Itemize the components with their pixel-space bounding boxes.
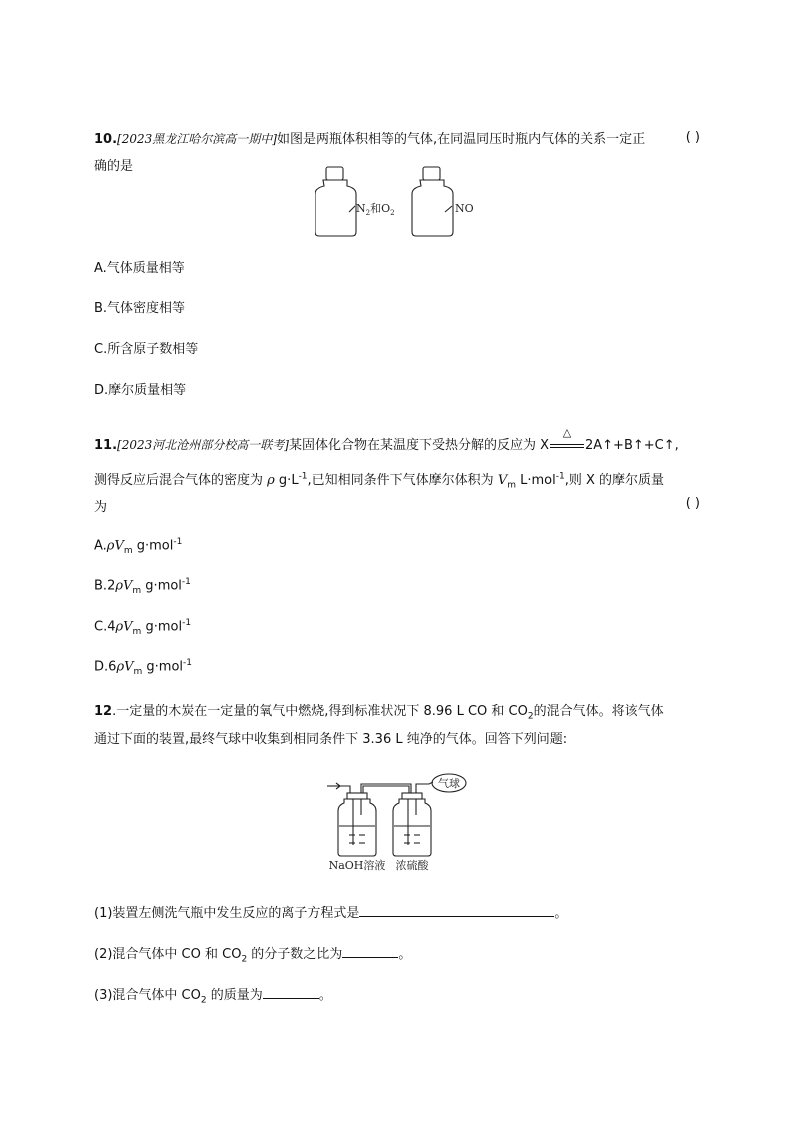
q11-vm-v: V [497, 473, 508, 488]
q11-number: 11 [94, 438, 113, 453]
q11-option-a-v: V [114, 538, 124, 554]
q12-sub2-end: 。 [398, 947, 412, 962]
q11-line2-c: ,已知相同条件下气体摩尔体积为 [307, 473, 498, 488]
q10-option-b[interactable]: B.气体密度相等 [94, 301, 186, 316]
q12-stem-a: .一定量的木炭在一定量的氧气中燃烧,得到标准状况下 8.96 L CO 和 CO [112, 704, 528, 719]
q11-option-a[interactable] [94, 537, 182, 556]
q12-apparatus-figure [325, 773, 485, 875]
q11-line2-a: 测得反应后混合气体的密度为 [94, 473, 268, 488]
q11-source: [2023河北沧州部分校高一联考] [117, 438, 289, 452]
q12-sub2 [94, 943, 411, 965]
q11-line2-sup2: -1 [555, 471, 565, 482]
q11-line3-text: 为 [94, 500, 108, 515]
left-gas-bottle [315, 167, 356, 236]
balloon-label: 气球 [438, 777, 460, 790]
q11-line2-d: L·mol [515, 473, 556, 488]
q11-option-d-unit: g·mol [142, 659, 184, 675]
naoh-label: NaOH溶液 [328, 859, 386, 872]
q12-sub1-end: 。 [554, 906, 568, 921]
q12-sub3 [94, 984, 332, 1006]
q11-option-d-m: m [133, 666, 143, 677]
q11-option-b-m: m [132, 585, 142, 596]
naoh-wash-bottle [338, 786, 376, 856]
q11-option-b[interactable] [94, 577, 191, 596]
q11-option-b-letter: B. [94, 578, 108, 594]
q12-sub3-end: 。 [318, 988, 332, 1003]
q11-option-d-rho: ρ [116, 659, 125, 675]
q12-sub1-answer-blank[interactable] [359, 904, 554, 917]
q11-line2-b: g·L [274, 473, 299, 488]
q11-stem-b: 2A↑+B↑+C↑, [585, 438, 679, 453]
q11-stem-a: 某固体化合物在某温度下受热分解的反应为 X [288, 438, 549, 453]
q12-sub2-b: 的分子数之比为 [247, 947, 343, 962]
q11-option-d-coef: 6 [108, 659, 117, 675]
q11-option-d-sup: -1 [183, 658, 192, 668]
q12-stem-sub: 2 [527, 711, 534, 722]
q11-option-c-rho: ρ [115, 619, 124, 635]
left-bottle-label: $N_2$和$O_2$ [356, 202, 395, 217]
q11-answer-paren [94, 496, 700, 511]
q10-bottles-figure [315, 164, 485, 238]
q11-option-d-letter: D. [94, 659, 109, 675]
q11-option-b-unit: g·mol [141, 578, 182, 594]
right-gas-bottle [412, 167, 453, 236]
q10-stem-line2-text: 确的是 [94, 159, 134, 174]
q12-stem-b: 的混合气体。将该气体 [533, 704, 664, 719]
q11-line2-e: ,则 X 的摩尔质量 [564, 473, 665, 488]
q11-line2-sup1: -1 [298, 471, 308, 482]
q11-option-c-sup: -1 [182, 618, 192, 628]
q11-option-d[interactable] [94, 658, 192, 677]
q10-option-c[interactable]: C.所含原子数相等 [94, 342, 199, 357]
q12-sub2-sub: 2 [241, 954, 248, 965]
q11-option-c-coef: 4 [107, 619, 116, 635]
q11-option-c-v: V [123, 619, 133, 635]
q12-sub1-text: (1)装置左侧洗气瓶中发生反应的离子方程式是 [94, 906, 360, 921]
q10-stem-line1: 10.[2023黑龙江哈尔滨高一期中]如图是两瓶体积相等的气体,在同温同压时瓶内气体的关系一定正 [94, 132, 646, 147]
sulfuric-acid-wash-bottle [393, 782, 433, 856]
q11-option-b-rho: ρ [115, 578, 123, 594]
q11-option-a-sup: -1 [173, 537, 183, 547]
q12-stem-line1 [94, 700, 664, 722]
q11-option-a-letter: A. [94, 538, 107, 554]
q10-stem-text: 如图是两瓶体积相等的气体,在同温同压时瓶内气体的关系一定正 [276, 132, 646, 147]
q12-sub3-answer-blank[interactable] [263, 986, 319, 999]
q10-answer-paren [94, 130, 700, 145]
q10-option-a[interactable]: A.气体质量相等 [94, 261, 185, 276]
q11-stem-line1: 11.[2023河北沧州部分校高一联考]某固体化合物在某温度下受热分解的反应为 X △ 2A↑+B↑+C↑, [94, 426, 679, 453]
q12-sub3-a: (3)混合气体中 CO [94, 988, 201, 1003]
q12-number: 12 [94, 704, 113, 719]
q11-option-c-unit: g·mol [141, 619, 183, 635]
q11-option-c-letter: C. [94, 619, 108, 635]
q11-rho: ρ [267, 473, 275, 488]
q11-vm-m: m [507, 480, 516, 491]
q12-stem-line2: 通过下面的装置,最终气球中收集到相同条件下 3.36 L 纯净的气体。回答下列问题: [94, 732, 568, 747]
q11-option-c[interactable] [94, 618, 191, 637]
q11-option-b-v: V [123, 578, 133, 594]
sulfuric-acid-label: 浓硫酸 [395, 859, 429, 872]
q11-heat-arrow [549, 426, 585, 453]
q11-option-d-v: V [124, 659, 134, 675]
q12-sub1 [94, 902, 567, 921]
right-bottle-label: NO [455, 202, 474, 215]
q11-option-a-unit: g·mol [132, 538, 174, 554]
q11-option-b-sup: -1 [181, 577, 191, 587]
connecting-tube [361, 784, 411, 793]
q10-option-d[interactable]: D.摩尔质量相等 [94, 383, 187, 398]
q11-stem-line2 [94, 469, 664, 491]
q10-source: [2023黑龙江哈尔滨高一期中] [117, 132, 277, 146]
q10-paren-text: ( ) [685, 130, 700, 145]
q11-option-a-rho: ρ [106, 538, 115, 554]
q12-sub3-sub: 2 [200, 995, 207, 1006]
heat-triangle-icon: △ [562, 426, 572, 439]
q11-option-c-m: m [132, 626, 142, 637]
q12-sub3-b: 的质量为 [206, 988, 263, 1003]
q11-paren-text: ( ) [685, 496, 700, 511]
q12-sub2-a: (2)混合气体中 CO 和 CO [94, 947, 242, 962]
q11-option-a-m: m [123, 545, 133, 556]
q10-number: 10 [94, 132, 113, 147]
q10-stem-line2 [94, 155, 133, 174]
q11-option-b-coef: 2 [107, 578, 116, 594]
q12-sub2-answer-blank[interactable] [342, 945, 398, 958]
